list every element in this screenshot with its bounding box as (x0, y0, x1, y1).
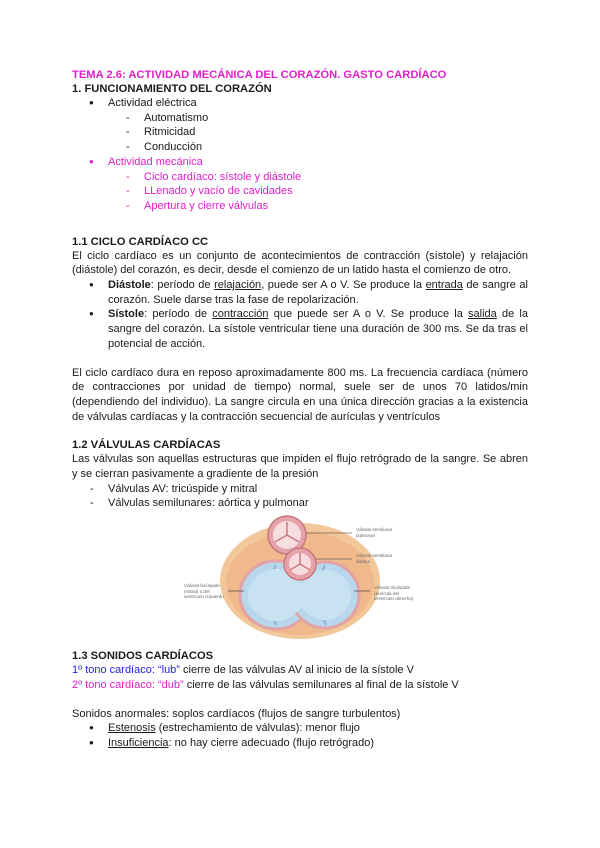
document-page (72, 68, 528, 751)
paragraph: El ciclo cardíaco dura en reposo aproximadamente 800 ms. La frecuencia cardíaca (número de contracciones por unidad de tiempo) normal, suele ser de unos 70 latidos/min (dependiendo del individuo). La sangre circula en una única dirección gracias a la existencia de válvulas cardíacas y la contracción secuencial de aurículas y ventrículos (72, 366, 528, 423)
list-subitem: - Automatismo (72, 111, 528, 126)
phase-list (72, 278, 528, 352)
list-subitem: - Ritmicidad (72, 125, 528, 140)
section-1-heading: 1. FUNCIONAMIENTO DEL CORAZÓN (72, 83, 272, 95)
list-item: - Válvulas AV: tricúspide y mitral (72, 482, 528, 497)
list-item-estenosis: ● Estenosis (estrechamiento de válvulas): menor flujo (72, 721, 528, 736)
tone-1-line: 1º tono cardíaco: “lub” cierre de las válvulas AV al inicio de la sístole V (72, 664, 414, 677)
section-1-list (72, 96, 528, 214)
figure-label-aortica: Válvula semilunar aórtica (356, 553, 393, 564)
list-subitem: - Apertura y cierre válvulas (72, 199, 528, 214)
list-subitem: - Ciclo cardíaco: sístole y diástole (72, 170, 528, 185)
list-subitem: - LLenado y vacío de cavidades (72, 184, 528, 199)
paragraph: Sonidos anormales: soplos cardíacos (flujos de sangre turbulentos) (72, 707, 401, 720)
term: Diástole (108, 279, 151, 292)
list-item-mechanic: ● Actividad mecánica (72, 155, 528, 170)
figure-label-pulmonar: Válvula semilunar pulmonar (356, 527, 393, 538)
tone-2-line: 2º tono cardíaco: “dub” cierre de las válvulas semilunares al final de la sístole V (72, 678, 459, 691)
section-1-3-heading: 1.3 SONIDOS CARDÍACOS (72, 650, 214, 663)
list-item-electric: ● Actividad eléctrica (72, 96, 528, 111)
tone-2-label: 2º tono cardíaco: “dub” (72, 678, 184, 691)
document-title: TEMA 2.6: ACTIVIDAD MECÁNICA DEL CORAZÓN. GASTO CARDÍACO (72, 69, 447, 81)
paragraph: El ciclo cardíaco es un conjunto de acontecimientos de contracción (sístole) y relajación (diástole) del corazón, es decir, desde el comienzo de un latido hasta el comienzo de otro. (72, 249, 528, 277)
tone-1-label: 1º tono cardíaco: “lub” (72, 664, 180, 677)
term: Sístole (108, 308, 145, 321)
section-1-1-heading: 1.1 CICLO CARDÍACO CC (72, 235, 209, 248)
list-item-insuficiencia: ● Insuficiencia: no hay cierre adecuado (flujo retrógrado) (72, 736, 528, 751)
figure-label-tricuspide: Válvula tricúspide (auricula del ventrículo derecho) (374, 585, 414, 601)
list-subitem: - Conducción (72, 140, 528, 155)
valve-list (72, 482, 528, 511)
list-item: - Válvulas semilunares: aórtica y pulmonar (72, 496, 528, 511)
list-item-diastole: ● Diástole: período de relajación, puede ser A o V. Se produce la entrada de sangre al corazón. Suele darse tras la fase de repolarización. (72, 278, 528, 307)
section-1-2-heading: 1.2 VÁLVULAS CARDÍACAS (72, 439, 221, 452)
paragraph: Las válvulas son aquellas estructuras que impiden el flujo retrógrado de la sangre. Se abren y se cierran pasivamente a gradiente de la presión (72, 453, 528, 481)
list-item-sistole: ● Sístole: período de contracción que puede ser A o V. Se produce la salida de la sangre del corazón. La sístole ventricular tiene una duración de 300 ms. Se da tras el potencial de acción. (72, 307, 528, 351)
figure-label-mitral: Válvula bicúspide (mitral) o del ventrículo izquierdo (184, 583, 224, 599)
abnormal-list (72, 721, 528, 750)
heart-valves-figure (180, 515, 420, 643)
